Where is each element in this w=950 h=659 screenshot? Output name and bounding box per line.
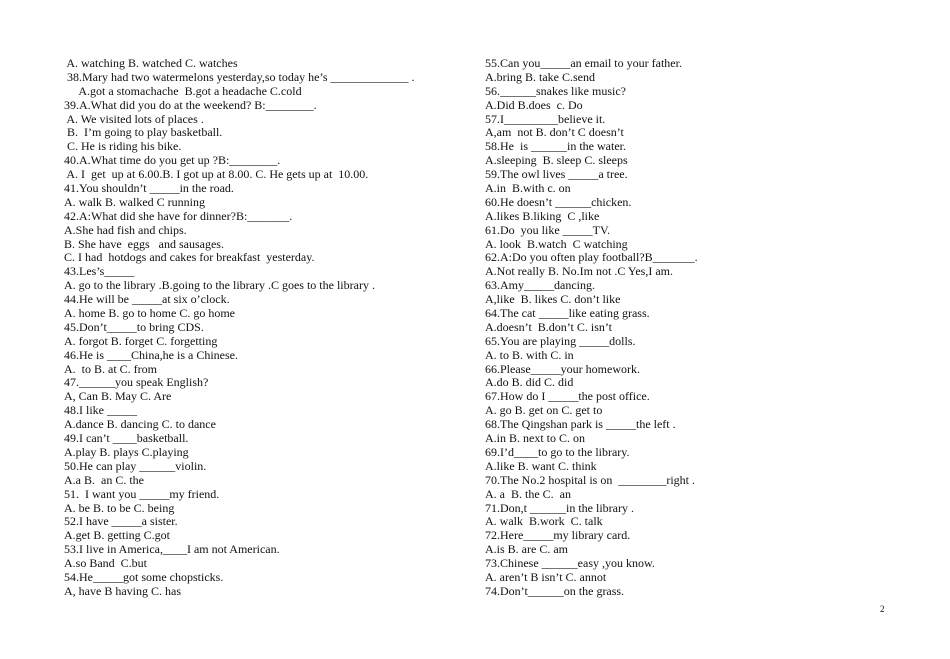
text-line: A. forgot B. forget C. forgetting (64, 333, 218, 348)
right-column (485, 57, 885, 599)
text-line: A. We visited lots of places . (64, 111, 204, 126)
text-line: 68.The Qingshan park is _____the left . (485, 417, 676, 432)
text-line: A. to B. at C. from (64, 361, 157, 376)
text-line: A.in B. next to C. on (485, 431, 586, 446)
text-line: A.so Band C.but (64, 556, 148, 571)
text-line: 38.Mary had two watermelons yesterday,so today he’s _____________ . (64, 69, 415, 84)
text-line: A.doesn’t B.don’t C. isn’t (485, 319, 613, 334)
text-line: 52.I have _____a sister. (64, 514, 178, 529)
text-line: 56.______snakes like music? (485, 83, 626, 98)
page-number: 2 (880, 604, 885, 614)
text-line: 59.The owl lives _____a tree. (485, 167, 628, 182)
text-line: 48.I like _____ (64, 403, 137, 418)
text-line: C. I had hotdogs and cakes for breakfast yesterday. (64, 250, 315, 265)
text-line: 41.You shouldn’t _____in the road. (64, 181, 234, 196)
text-line: A. walk B. walked C running (64, 194, 205, 209)
text-line: A.got a stomachache B.got a headache C.cold (64, 83, 302, 98)
text-line: A. look B.watch C watching (485, 236, 628, 251)
text-line: A. be B. to be C. being (64, 500, 175, 515)
text-line: 67.How do I _____the post office. (485, 389, 650, 404)
text-line: A.bring B. take C.send (485, 69, 595, 84)
text-line: A.Did B.does c. Do (485, 97, 583, 112)
text-line: 72.Here_____my library card. (485, 528, 631, 543)
text-line: A. go to the library .B.going to the library .C goes to the library . (64, 278, 375, 293)
text-line: B. I’m going to play basketball. (64, 125, 223, 140)
text-line: 65.You are playing _____dolls. (485, 333, 636, 348)
text-line: A. go B. get on C. get to (485, 403, 603, 418)
text-line: 40.A.What time do you get up ?B:________. (64, 153, 281, 168)
text-line: A.is B. are C. am (485, 542, 568, 557)
text-line: 45.Don’t_____to bring CDS. (64, 319, 204, 334)
text-line: A. walk B.work C. talk (485, 514, 603, 529)
text-line: 46.He is ____China,he is a Chinese. (64, 347, 238, 362)
text-line: A.do B. did C. did (485, 375, 574, 390)
text-line: A. watching B. watched C. watches (64, 56, 238, 70)
text-line: 53.I live in America,____I am not American. (64, 542, 280, 557)
text-line: A.play B. plays C.playing (64, 444, 189, 459)
text-line: 57.I_________believe it. (485, 111, 606, 126)
text-line: 71.Don,t ______in the library . (485, 500, 634, 515)
text-line: A,like B. likes C. don’t like (485, 292, 621, 307)
text-line: A. to B. with C. in (485, 347, 574, 362)
text-line: A.sleeping B. sleep C. sleeps (485, 153, 628, 168)
text-line: 64.The cat _____like eating grass. (485, 306, 650, 321)
text-line: C. He is riding his bike. (64, 139, 182, 154)
text-line: A.dance B. dancing C. to dance (64, 417, 216, 432)
text-line: 43.Les’s_____ (64, 264, 135, 279)
text-line: 73.Chinese ______easy ,you know. (485, 556, 655, 571)
text-line: 42.A:What did she have for dinner?B:_______. (64, 208, 293, 223)
text-line: A.in B.with c. on (485, 181, 571, 196)
text-line: 63.Amy_____dancing. (485, 278, 595, 293)
text-line: 66.Please_____your homework. (485, 361, 640, 376)
text-line: 44.He will be _____at six o’clock. (64, 292, 230, 307)
text-line: A.a B. an C. the (64, 472, 144, 487)
text-line: A, have B having C. has (64, 583, 181, 598)
text-line: A. a B. the C. an (485, 486, 571, 501)
text-line: A. I get up at 6.00.B. I got up at 8.00. C. He gets up at 10.00. (64, 167, 369, 182)
text-line: A.She had fish and chips. (64, 222, 187, 237)
text-line: A,am not B. don’t C doesn’t (485, 125, 624, 140)
text-line: A. home B. go to home C. go home (64, 306, 235, 321)
text-line: 69.I’d____to go to the library. (485, 444, 630, 459)
text-line: 49.I can’t ____basketball. (64, 431, 189, 446)
text-line: B. She have eggs and sausages. (64, 236, 224, 251)
text-line: A.like B. want C. think (485, 458, 597, 473)
left-column (64, 57, 444, 599)
text-line: A.likes B.liking C ,like (485, 208, 600, 223)
text-line: A.Not really B. No.Im not .C Yes,I am. (485, 264, 673, 279)
text-line: 74.Don’t______on the grass. (485, 583, 625, 598)
text-line: A, Can B. May C. Are (64, 389, 172, 404)
text-line: A.get B. getting C.got (64, 528, 170, 543)
text-line: 60.He doesn’t ______chicken. (485, 194, 632, 209)
text-line: 47.______you speak English? (64, 375, 209, 390)
text-line: 39.A.What did you do at the weekend? B:________. (64, 97, 317, 112)
text-line: 50.He can play ______violin. (64, 458, 207, 473)
text-line: 54.He_____got some chopsticks. (64, 569, 224, 584)
text-line: A. aren’t B isn’t C. annot (485, 569, 607, 584)
text-line: 51. I want you _____my friend. (64, 486, 220, 501)
text-line: 55.Can you_____an email to your father. (485, 56, 682, 70)
text-line: 58.He is ______in the water. (485, 139, 626, 154)
text-line: 70.The No.2 hospital is on ________right . (485, 472, 695, 487)
text-line: 61.Do you like _____TV. (485, 222, 611, 237)
text-line: 62.A:Do you often play football?B_______. (485, 250, 698, 265)
